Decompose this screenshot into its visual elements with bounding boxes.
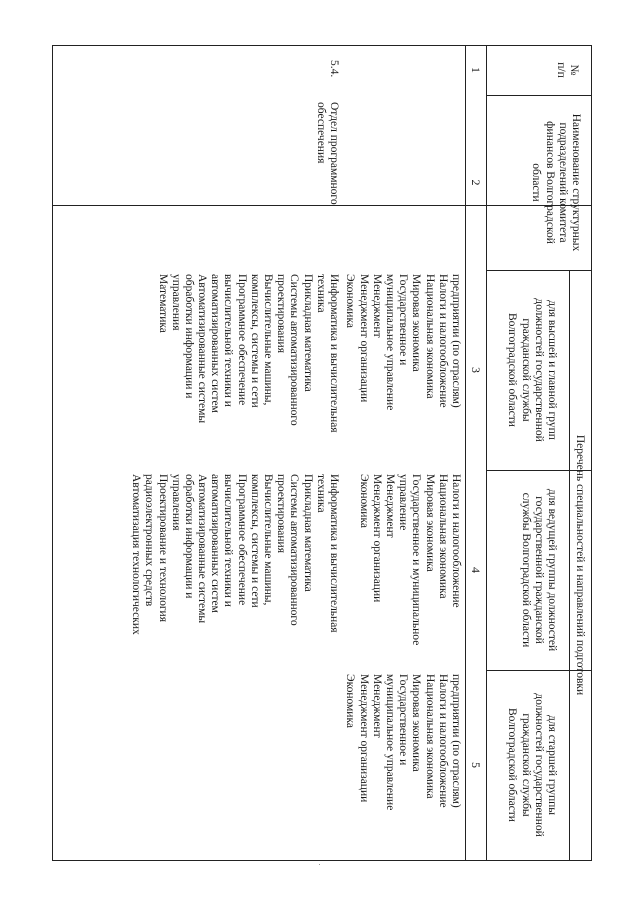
section-col4: Информатика и вычислительная техника Прикладная математика Системы автоматизированного проектирования Вычислительные машины, комплексы, системы и сети Программное обеспечение вычислительной техники и автоматизированных систем Автоматизированные системы обработки информации и управления Проектирование и технология радиоэлектронных средств Автоматизация технологических <box>130 474 340 635</box>
col-sep-5-body <box>486 860 592 861</box>
row-divider-span-subheaders <box>52 205 592 206</box>
row-divider-numbers-body <box>465 45 466 860</box>
spans-underline <box>569 270 570 860</box>
header-name: Наименование структурных подразделений комитета финансов Волгоградской области <box>530 113 582 252</box>
row-divider-header-numbers <box>486 45 487 860</box>
section-col3: Информатика и вычислительная техника Прикладная математика Системы автоматизированного проектирования Вычислительные машины, комплексы, системы и сети Программное обеспечение вычислительной техники и автоматизированных систем Автоматизированные системы обработки информации и управления Математика <box>156 274 340 433</box>
scan-speck <box>319 864 320 865</box>
header-group-1: для высшей и главной групп должностей государственной гражданской службы Волгоградской области <box>506 298 558 442</box>
table-border-top <box>591 45 592 860</box>
header-num: № п/п <box>554 62 580 78</box>
column-number-1: 1 <box>469 67 483 73</box>
prev-row-col4: Налоги и налогообложение Национальная экономика Мировая экономика Государственное и муниципальное управление Менеджмент Менеджмент организации Экономика <box>357 474 462 646</box>
section-name: Отдел программного обеспечения <box>314 102 340 205</box>
header-spans: Перечень специальностей и направлений подготовки <box>574 434 586 696</box>
column-number-4: 4 <box>469 567 483 573</box>
prev-row-col3: предприятии (по отраслям) Налоги и налогообложение Национальная экономика Мировая экономика Государственное и муниципальное управление Менеджмент Менеджмент организации Экономика <box>344 274 462 411</box>
section-number: 5.4. <box>328 60 340 78</box>
prev-row-col5: предприятии (по отраслям) Налоги и налогообложение Национальная экономика Мировая экономика Государственное и муниципальное управление Менеджмент Менеджмент организации Экономика <box>344 674 462 811</box>
header-group-2: для ведущей группы должностей государственной гражданской службы Волгоградской области <box>519 488 558 652</box>
header-group-3: для старшей группы должностей государственной гражданской службы Волгоградской области <box>506 693 558 837</box>
column-number-3: 3 <box>469 367 483 373</box>
table-border-bottom <box>52 45 53 860</box>
table-border-left <box>52 45 592 46</box>
column-number-2: 2 <box>469 179 483 186</box>
column-number-5: 5 <box>469 762 483 768</box>
